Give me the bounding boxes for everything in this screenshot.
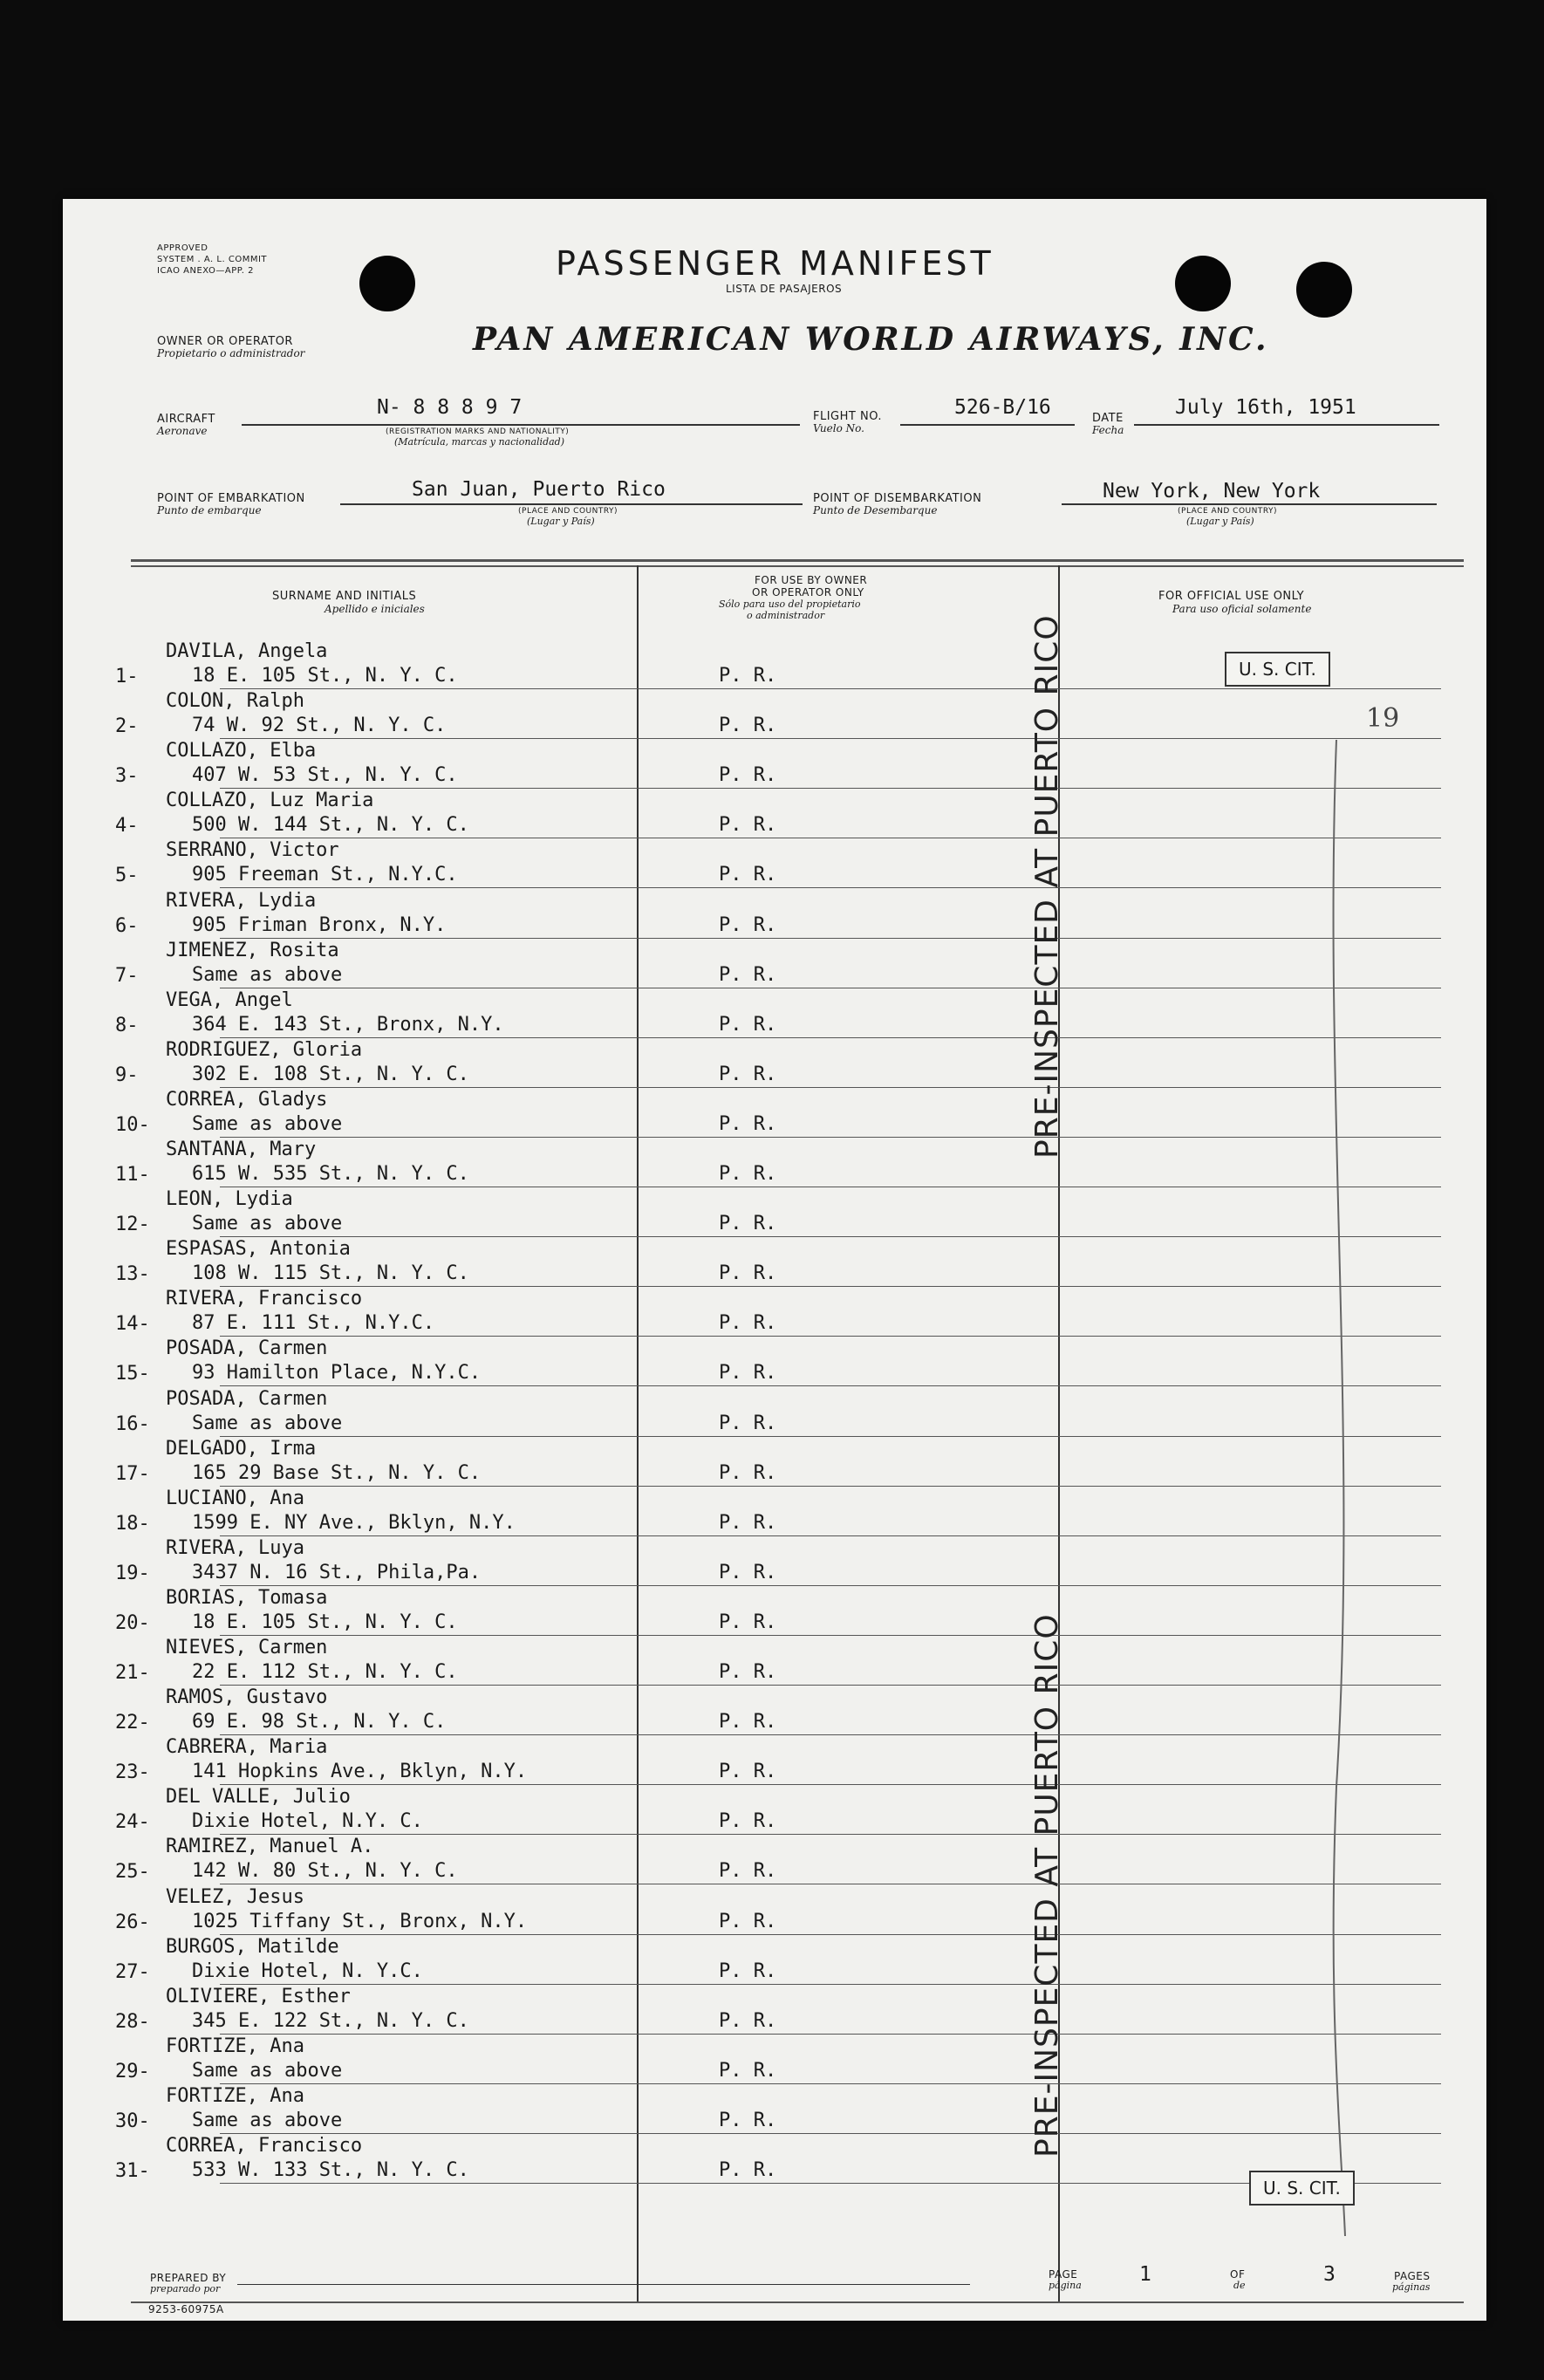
passenger-address: 1025 Tiffany St., Bronx, N.Y.	[192, 1910, 528, 1932]
passenger-address: 165 29 Base St., N. Y. C.	[192, 1461, 482, 1484]
passenger-number: 13-	[115, 1263, 150, 1286]
passenger-number: 23-	[115, 1761, 150, 1784]
passenger-code: P. R.	[719, 2059, 777, 2082]
passenger-address: 18 E. 105 St., N. Y. C.	[192, 1611, 458, 1633]
passenger-number: 26-	[115, 1911, 150, 1933]
passenger-number: 18-	[115, 1512, 150, 1535]
passenger-code: P. R.	[719, 814, 777, 837]
passenger-name: DELGADO, Irma	[166, 1437, 317, 1460]
passenger-code: P. R.	[719, 1810, 777, 1833]
col-owner-header-es-2: o administrador	[747, 610, 825, 621]
passenger-name: LUCIANO, Ana	[166, 1487, 304, 1509]
disembark-label-es: Punto de Desembarque	[813, 504, 938, 516]
manifest-page	[63, 199, 1486, 2321]
passenger-row	[63, 1785, 1486, 1835]
passenger-row	[63, 1487, 1486, 1536]
passenger-name: POSADA, Carmen	[166, 1387, 328, 1410]
owner-label: OWNER OR OPERATOR	[157, 335, 293, 348]
passenger-number: 17-	[115, 1462, 150, 1485]
passenger-number: 2-	[115, 715, 139, 738]
approval-line: ICAO ANEXO—APP. 2	[157, 266, 254, 276]
passenger-number: 1-	[115, 666, 139, 687]
passenger-code: P. R.	[719, 1860, 777, 1883]
passenger-row	[63, 1586, 1486, 1636]
date-value: July 16th, 1951	[1175, 396, 1356, 419]
passenger-row	[63, 1088, 1486, 1138]
page-label: PAGE	[1049, 2268, 1078, 2281]
passenger-number: 25-	[115, 1861, 150, 1884]
preinspected-stamp: PRE-INSPECTED AT PUERTO RICO	[1029, 614, 1065, 1159]
passenger-name: CORREA, Francisco	[166, 2135, 363, 2157]
passenger-row	[63, 1636, 1486, 1686]
passenger-address: 141 Hopkins Ave., Bklyn, N.Y.	[192, 1761, 528, 1783]
aircraft-label-es: Aeronave	[157, 425, 208, 437]
passenger-name: CORREA, Gladys	[166, 1088, 328, 1111]
passenger-row	[63, 1237, 1486, 1287]
approval-line: SYSTEM . A. L. COMMIT	[157, 255, 268, 264]
passenger-address: 3437 N. 16 St., Phila,Pa.	[192, 1561, 482, 1583]
passenger-code: P. R.	[719, 963, 777, 986]
passenger-address: 18 E. 105 St., N. Y. C.	[192, 665, 458, 687]
passenger-number: 4-	[115, 815, 139, 838]
passenger-number: 6-	[115, 914, 139, 937]
flight-label: FLIGHT NO.	[813, 410, 883, 423]
passenger-address: 142 W. 80 St., N. Y. C.	[192, 1860, 458, 1883]
passenger-code: P. R.	[719, 2009, 777, 2032]
aircraft-value: N- 8 8 8 9 7	[377, 396, 523, 419]
passenger-address: 364 E. 143 St., Bronx, N.Y.	[192, 1013, 504, 1036]
passenger-code: P. R.	[719, 1262, 777, 1285]
passenger-row	[63, 2084, 1486, 2134]
bracket-mark	[1319, 740, 1371, 2240]
disembark-value: New York, New York	[1103, 480, 1321, 503]
passenger-row	[63, 1985, 1486, 2035]
passenger-code: P. R.	[719, 1910, 777, 1932]
passenger-number: 19-	[115, 1562, 150, 1584]
passenger-name: VELEZ, Jesus	[166, 1885, 304, 1908]
passenger-name: DEL VALLE, Julio	[166, 1786, 351, 1809]
passenger-row	[63, 1935, 1486, 1985]
divider	[131, 2301, 1464, 2303]
passenger-code: P. R.	[719, 1711, 777, 1734]
punch-hole	[1175, 256, 1231, 311]
form-code: 9253-60975A	[148, 2303, 224, 2315]
passenger-number: 14-	[115, 1313, 150, 1336]
passenger-address: 22 E. 112 St., N. Y. C.	[192, 1661, 458, 1683]
passenger-name: BORIAS, Tomasa	[166, 1586, 328, 1609]
passenger-code: P. R.	[719, 1412, 777, 1434]
passenger-name: FORTIZE, Ana	[166, 2035, 304, 2057]
passenger-name: LEON, Lydia	[166, 1188, 293, 1211]
owner-value: PAN AMERICAN WORLD AIRWAYS, INC.	[473, 321, 1269, 358]
passenger-name: RIVERA, Luya	[166, 1536, 304, 1559]
passenger-code: P. R.	[719, 1112, 777, 1135]
passenger-name: BURGOS, Matilde	[166, 1935, 339, 1958]
passenger-code: P. R.	[719, 1362, 777, 1385]
col-owner-header-es: Sólo para uso del propietario	[719, 598, 861, 610]
passenger-row	[63, 1835, 1486, 1884]
passenger-address: 905 Friman Bronx, N.Y.	[192, 913, 447, 936]
passenger-row	[63, 739, 1486, 789]
passenger-name: COLON, Ralph	[166, 690, 304, 713]
passenger-address: 345 E. 122 St., N. Y. C.	[192, 2009, 469, 2032]
passenger-address: 302 E. 108 St., N. Y. C.	[192, 1063, 469, 1085]
passenger-number: 30-	[115, 2110, 150, 2132]
passenger-name: RODRIGUEZ, Gloria	[166, 1038, 363, 1061]
col-owner-header-2: OR OPERATOR ONLY	[752, 586, 864, 598]
passenger-name: RAMIREZ, Manuel A.	[166, 1836, 374, 1858]
passenger-row	[63, 1038, 1486, 1088]
passenger-name: OLIVIERE, Esther	[166, 1985, 351, 2007]
passenger-row	[63, 2035, 1486, 2084]
passenger-number: 15-	[115, 1363, 150, 1385]
prepared-by-label-es: preparado por	[150, 2283, 221, 2295]
passenger-code: P. R.	[719, 1312, 777, 1335]
disembark-label: POINT OF DISEMBARKATION	[813, 492, 982, 505]
passenger-code: P. R.	[719, 2159, 777, 2181]
passenger-name: COLLAZO, Elba	[166, 740, 317, 763]
approval-note	[157, 243, 267, 277]
passenger-code: P. R.	[719, 715, 777, 737]
passenger-address: 69 E. 98 St., N. Y. C.	[192, 1711, 447, 1734]
passenger-number: 10-	[115, 1113, 150, 1136]
passenger-code: P. R.	[719, 1761, 777, 1783]
passenger-address: 407 W. 53 St., N. Y. C.	[192, 764, 458, 787]
passenger-code: P. R.	[719, 2109, 777, 2131]
passenger-row	[63, 689, 1486, 739]
passenger-address: Same as above	[192, 2109, 343, 2131]
passenger-name: FORTIZE, Ana	[166, 2084, 304, 2107]
passenger-code: P. R.	[719, 1661, 777, 1683]
aircraft-note: (REGISTRATION MARKS AND NATIONALITY)	[386, 427, 570, 436]
passenger-address: 615 W. 535 St., N. Y. C.	[192, 1163, 469, 1185]
passenger-code: P. R.	[719, 864, 777, 886]
punch-hole	[359, 256, 415, 311]
passenger-row	[63, 939, 1486, 988]
passenger-address: Same as above	[192, 1213, 343, 1235]
col-official-header-es: Para uso oficial solamente	[1172, 603, 1312, 615]
passenger-code: P. R.	[719, 1213, 777, 1235]
passenger-code: P. R.	[719, 1611, 777, 1633]
divider	[131, 565, 1464, 567]
passenger-code: P. R.	[719, 764, 777, 787]
passenger-code: P. R.	[719, 1959, 777, 1982]
passenger-address: Same as above	[192, 1412, 343, 1434]
passenger-code: P. R.	[719, 1561, 777, 1583]
col-owner-header: FOR USE BY OWNER	[755, 574, 868, 586]
passenger-code: P. R.	[719, 1163, 777, 1185]
passenger-name: JIMENEZ, Rosita	[166, 939, 339, 961]
passenger-row	[63, 789, 1486, 838]
passenger-number: 22-	[115, 1712, 150, 1734]
passenger-name: RIVERA, Francisco	[166, 1288, 363, 1310]
punch-hole	[1296, 262, 1352, 318]
passenger-number: 11-	[115, 1164, 150, 1186]
passenger-row	[63, 1187, 1486, 1237]
passenger-number: 24-	[115, 1811, 150, 1834]
passenger-address: 87 E. 111 St., N.Y.C.	[192, 1312, 435, 1335]
passenger-name: RAMOS, Gustavo	[166, 1686, 328, 1709]
pages-label-es: páginas	[1392, 2281, 1431, 2293]
page-total: 3	[1323, 2263, 1336, 2286]
page-title: PASSENGER MANIFEST	[556, 244, 994, 283]
passenger-number: 16-	[115, 1412, 150, 1435]
date-label: DATE	[1092, 412, 1124, 425]
passenger-address: 93 Hamilton Place, N.Y.C.	[192, 1362, 482, 1385]
passenger-address: 533 W. 133 St., N. Y. C.	[192, 2159, 469, 2181]
embark-label: POINT OF EMBARKATION	[157, 492, 305, 505]
passenger-row	[63, 889, 1486, 939]
divider	[131, 559, 1464, 562]
passenger-name: DAVILA, Angela	[166, 640, 328, 662]
embark-label-es: Punto de embarque	[157, 504, 262, 516]
passenger-number: 21-	[115, 1662, 150, 1684]
aircraft-note-es: (Matrícula, marcas y nacionalidad)	[394, 436, 564, 448]
page-label-es: página	[1049, 2280, 1082, 2291]
passenger-code: P. R.	[719, 1511, 777, 1534]
passenger-number: 31-	[115, 2160, 150, 2182]
passenger-number: 3-	[115, 765, 139, 788]
page-number: 1	[1139, 2263, 1151, 2286]
passenger-row	[63, 1735, 1486, 1785]
passenger-number: 7-	[115, 964, 139, 987]
count-note: 19	[1366, 703, 1400, 734]
passenger-name: SANTANA, Mary	[166, 1139, 317, 1160]
passenger-code: P. R.	[719, 913, 777, 936]
passenger-row	[63, 1387, 1486, 1437]
passenger-name: VEGA, Angel	[166, 988, 293, 1011]
passenger-code: P. R.	[719, 1013, 777, 1036]
passenger-address: 905 Freeman St., N.Y.C.	[192, 864, 458, 886]
passenger-row	[63, 988, 1486, 1038]
pages-label: PAGES	[1394, 2270, 1431, 2282]
passenger-address: Same as above	[192, 963, 343, 986]
passenger-row	[63, 1337, 1486, 1386]
passenger-address: Dixie Hotel, N. Y.C.	[192, 1959, 423, 1982]
passenger-name: POSADA, Carmen	[166, 1337, 328, 1360]
passenger-address: 108 W. 115 St., N. Y. C.	[192, 1262, 469, 1285]
passenger-address: Same as above	[192, 2059, 343, 2082]
col-surname-header: SURNAME AND INITIALS	[272, 590, 417, 603]
passenger-address: Same as above	[192, 1112, 343, 1135]
passenger-code: P. R.	[719, 1063, 777, 1085]
passenger-number: 12-	[115, 1214, 150, 1236]
disembark-place-note-es: (Lugar y País)	[1186, 516, 1254, 527]
passenger-row	[63, 838, 1486, 888]
passenger-number: 20-	[115, 1611, 150, 1634]
passenger-address: 74 W. 92 St., N. Y. C.	[192, 715, 447, 737]
preinspected-stamp: PRE-INSPECTED AT PUERTO RICO	[1029, 1613, 1065, 2158]
embark-place-note: (PLACE AND COUNTRY)	[518, 507, 618, 516]
of-label: OF	[1230, 2268, 1246, 2281]
passenger-number: 9-	[115, 1063, 139, 1086]
owner-label-es: Propietario o administrador	[157, 347, 305, 359]
passenger-address: 500 W. 144 St., N. Y. C.	[192, 814, 469, 837]
passenger-number: 29-	[115, 2060, 150, 2082]
passenger-row	[63, 1138, 1486, 1187]
aircraft-label: AIRCRAFT	[157, 413, 215, 426]
passenger-number: 8-	[115, 1014, 139, 1036]
passenger-name: CABRERA, Maria	[166, 1736, 328, 1759]
passenger-address: Dixie Hotel, N.Y. C.	[192, 1810, 423, 1833]
page-subtitle: LISTA DE PASAJEROS	[726, 283, 843, 295]
passenger-name: ESPASAS, Antonia	[166, 1238, 351, 1261]
passenger-name: SERRANO, Victor	[166, 839, 339, 862]
disembark-place-note: (PLACE AND COUNTRY)	[1178, 507, 1278, 516]
passenger-name: COLLAZO, Luz Maria	[166, 790, 374, 812]
passenger-number: 27-	[115, 1960, 150, 1983]
passenger-name: NIEVES, Carmen	[166, 1637, 328, 1658]
prepared-by-label: PREPARED BY	[150, 2272, 227, 2284]
passenger-number: 5-	[115, 865, 139, 887]
embark-value: San Juan, Puerto Rico	[412, 478, 666, 501]
passenger-address: 1599 E. NY Ave., Bklyn, N.Y.	[192, 1511, 516, 1534]
passenger-code: P. R.	[719, 665, 777, 687]
approval-line: APPROVED	[157, 243, 208, 253]
passenger-row	[63, 1437, 1486, 1487]
col-surname-header-es: Apellido e iniciales	[325, 603, 425, 615]
passenger-row	[63, 1686, 1486, 1735]
passenger-row	[63, 1287, 1486, 1337]
passenger-row	[63, 1536, 1486, 1586]
flight-value: 526-B/16	[954, 396, 1051, 419]
flight-label-es: Vuelo No.	[813, 422, 864, 434]
of-label-es: de	[1233, 2280, 1246, 2291]
us-citizen-stamp: U. S. CIT.	[1249, 2171, 1355, 2206]
passenger-name: RIVERA, Lydia	[166, 889, 317, 912]
us-citizen-stamp: U. S. CIT.	[1225, 652, 1330, 687]
embark-place-note-es: (Lugar y País)	[527, 516, 595, 527]
passenger-row	[63, 1885, 1486, 1935]
col-official-header: FOR OFFICIAL USE ONLY	[1158, 590, 1305, 603]
passenger-code: P. R.	[719, 1461, 777, 1484]
date-label-es: Fecha	[1092, 424, 1124, 436]
passenger-number: 28-	[115, 2010, 150, 2033]
